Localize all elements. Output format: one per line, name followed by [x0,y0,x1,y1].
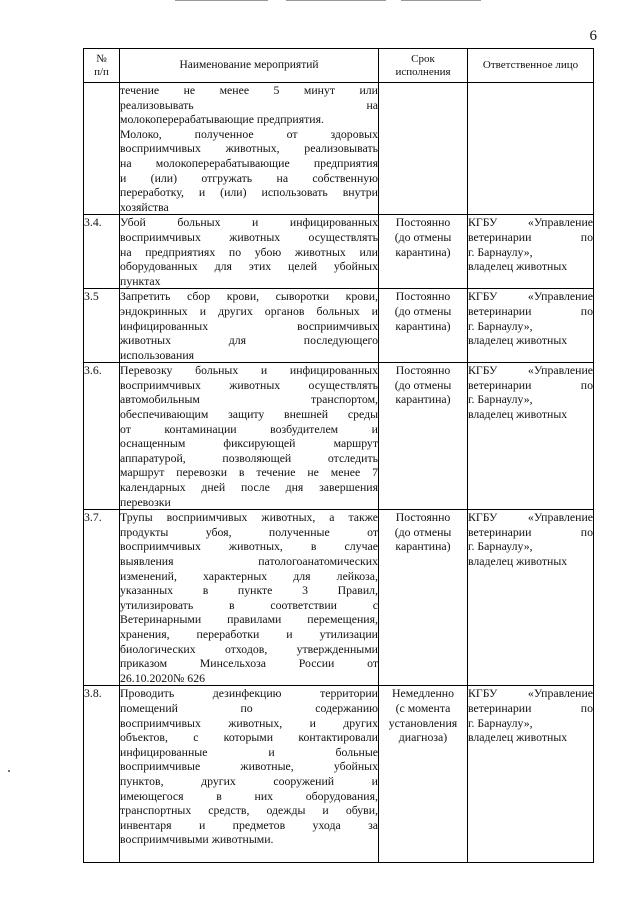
responsible-line: КГБУ «Управление [468,510,593,525]
term-line: карантина) [395,392,451,407]
measure-name [120,83,379,215]
term-line: Постоянно [395,363,451,378]
responsible-line: г. Барнаулу», [468,318,533,333]
measure-line: Перевозку больных и инфицированных [120,363,378,378]
measure-line: восприимчивых животных, реализовывать [120,141,378,156]
term-line: (до отмены [394,303,452,318]
table-row [84,686,594,863]
top-rule-middle [286,0,386,1]
responsible-line: КГБУ «Управление [468,215,593,230]
table-row [84,83,594,215]
top-rule-left [175,0,268,1]
measure-line: эндокринных и других органов больных и [120,303,378,318]
table-row [84,510,594,686]
measure-line: утилизировать в соответствии с [120,597,378,612]
term-line: Немедленно [392,686,454,701]
execution-term [379,215,468,289]
measure-line: автомобильным транспортом, [120,392,378,407]
responsible-line: ветеринарии по [468,229,593,244]
measure-line: переработку, и (или) использовать внутри [120,185,378,200]
responsible-line: владелец животных [468,730,568,745]
measure-line: Проводить дезинфекцию территории [120,686,378,701]
measure-line: 26.10.2020№ 626 [120,670,205,685]
measure-line: восприимчивыми животными. [120,832,274,847]
execution-term [379,363,468,510]
term-line: (до отмены [394,524,452,539]
measure-line: на предприятиях по убою животных или [120,244,378,259]
measure-name [120,686,379,863]
responsible-party [468,289,594,363]
measure-line: восприимчивых животных, и других [120,715,378,730]
measure-paragraph [120,127,378,215]
measure-line: восприимчивых животных осуществлять [120,229,378,244]
measure-line: течение не менее 5 минут или [120,83,378,97]
table-row [84,289,594,363]
measure-line: и (или) отгружать на собственную [120,170,378,185]
measure-line: перевозки [120,494,171,509]
row-number: 3.7. [84,510,120,686]
table-row [84,215,594,289]
measure-line: оборудованных для этих целей убойных [120,259,378,274]
term-line: Постоянно [395,510,451,525]
term-line: карантина) [395,318,451,333]
measure-line: Трупы восприимчивых животных, а также [120,510,378,525]
responsible-party [468,363,594,510]
term-line: (до отмены [394,229,452,244]
measure-line: имеющегося в них оборудования, [120,788,378,803]
measure-name [120,363,379,510]
responsible-line: г. Барнаулу», [468,392,533,407]
measure-line: от контаминации возбудителем и [120,421,378,436]
measure-line: биологических отходов, утвержденными [120,641,378,656]
responsible-line: ветеринарии по [468,377,593,392]
responsible-line: владелец животных [468,259,568,274]
term-line: Постоянно [395,215,451,230]
header-num [84,49,120,83]
measure-line: объектов, с которыми контактировали [120,730,378,745]
header-responsible: Ответственное лицо [468,49,594,83]
measure-line: инфицированные и больные [120,744,378,759]
measure-paragraph [120,289,378,362]
row-number: 3.6. [84,363,120,510]
responsible-party [468,510,594,686]
measure-line: оснащенным фиксирующей маршрут [120,436,378,451]
responsible-line: ветеринарии по [468,700,593,715]
term-line: карантина) [395,539,451,554]
header-num-line: № [96,52,107,65]
header-num-line: п/п [94,65,109,78]
execution-term [379,83,468,215]
measure-paragraph [120,510,378,685]
responsible-party [468,83,594,215]
responsible-line: ветеринарии по [468,524,593,539]
measure-line: инвентаря и предметов ухода за [120,817,378,832]
measure-line: продукты убоя, полученные от [120,524,378,539]
row-number: 3.5 [84,289,120,363]
measure-line: использования [120,347,195,362]
measure-paragraph [120,83,378,127]
header-term-line: Срок [411,52,435,65]
measures-table [83,48,594,863]
measure-line: приказом Минсельхоза России от [120,656,378,671]
measure-line: маршрут перевозки в течение не менее 7 [120,465,378,480]
measure-paragraph [120,215,378,288]
measure-line: обеспечивающим защиту внешней среды [120,407,378,422]
term-line: Постоянно [395,289,451,304]
measure-line: Молоко, полученное от здоровых [120,126,378,141]
term-line: карантина) [395,244,451,259]
measure-line: хозяйства [120,199,169,214]
term-line: (до отмены [394,377,452,392]
measure-line: животных для последующего [120,333,378,348]
responsible-line: КГБУ «Управление [468,686,593,701]
responsible-line: КГБУ «Управление [468,289,593,304]
table-row [84,363,594,510]
term-line: (с момента [395,700,451,715]
row-number: 3.4. [84,215,120,289]
measure-name [120,510,379,686]
responsible-line: владелец животных [468,407,568,422]
responsible-line: ветеринарии по [468,303,593,318]
measure-line: молокоперерабатывающие предприятия. [120,112,324,127]
responsible-line: КГБУ «Управление [468,363,593,378]
responsible-line: г. Барнаулу», [468,539,533,554]
top-rule-right [401,0,481,1]
measure-paragraph [120,363,378,509]
measure-line: восприимчивые животные, убойных [120,759,378,774]
measure-line: на молокоперерабатывающие предприятия [120,155,378,170]
measure-name [120,289,379,363]
measure-name [120,215,379,289]
measure-line: хранения, переработки и утилизации [120,626,378,641]
responsible-line: г. Барнаулу», [468,244,533,259]
execution-term [379,686,468,863]
measure-line: указанных в пункте 3 Правил, [120,583,378,598]
row-number [84,83,120,215]
measure-line: Ветеринарными правилами перемещения, [120,612,378,627]
row-number: 3.8. [84,686,120,863]
scan-speck [8,770,10,772]
measure-line: восприимчивых животных, в случае [120,539,378,554]
measure-line: помещений по содержанию [120,700,378,715]
header-term-line: исполнения [395,65,451,78]
execution-term [379,510,468,686]
table-header-row [84,49,594,83]
responsible-line: владелец животных [468,554,568,568]
measure-line: пунктах [120,273,161,288]
responsible-party [468,686,594,863]
page-number: 6 [589,28,597,44]
measure-line: восприимчивых животных осуществлять [120,377,378,392]
measure-line: инфицированных восприимчивых [120,318,378,333]
measure-line: выявления патологоанатомических [120,554,378,568]
measure-line: Запретить сбор крови, сыворотки крови, [120,289,378,304]
responsible-line: владелец животных [468,333,568,348]
measure-line: аппаратурой, позволяющей отследить [120,450,378,465]
measure-paragraph [120,686,378,847]
measure-line: календарных дней после дня завершения [120,480,378,495]
header-term [379,49,468,83]
measure-line: реализовывать на [120,97,378,112]
measure-line: пунктов, других сооружений и [120,773,378,788]
execution-term [379,289,468,363]
responsible-line: г. Барнаулу», [468,715,533,730]
measure-line: транспортных средств, одежды и обуви, [120,803,378,818]
measure-line: Убой больных и инфицированных [120,215,378,230]
term-line: диагноза) [398,730,448,745]
responsible-party [468,215,594,289]
term-line: установления [388,715,458,730]
measure-line: изменений, характерных для лейкоза, [120,568,378,583]
header-name: Наименование мероприятий [120,49,379,83]
